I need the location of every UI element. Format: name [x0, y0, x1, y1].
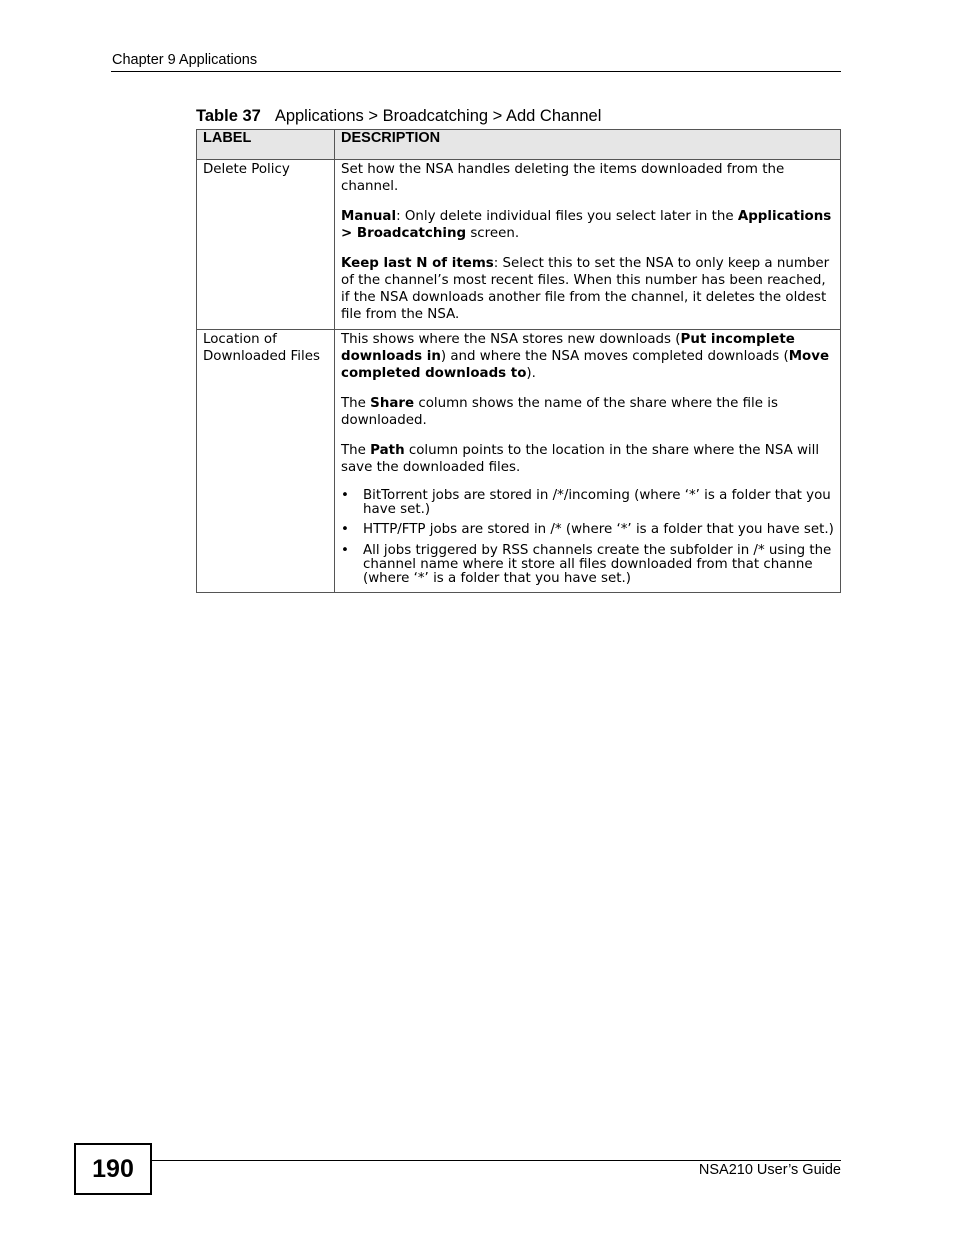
header-divider — [111, 71, 841, 72]
row-description — [335, 330, 841, 593]
table-caption — [196, 107, 601, 126]
text-run: The — [341, 443, 371, 458]
footer-divider — [152, 1160, 841, 1161]
list-item-text: BitTorrent jobs are stored in /*/incoming (where ‘*’ is a folder that you have set.) — [363, 488, 831, 518]
table-title: Applications > Broadcatching > Add Channel — [274, 107, 602, 125]
row-label: Delete Policy — [197, 160, 335, 330]
bold-term: Applications > Broadcatching — [341, 209, 832, 241]
table-number: Table 37 — [196, 107, 261, 125]
list-item — [341, 544, 834, 587]
description-paragraph — [341, 442, 834, 476]
table-row — [197, 330, 841, 593]
list-item-text: All jobs triggered by RSS channels create the subfolder in /* using the channel name where it store all files downloaded from that channe (where ‘*’ is a folder that you have set.) — [363, 542, 832, 587]
text-run: This shows where the NSA stores new downloads ( — [341, 332, 681, 347]
bullet-icon: • — [341, 542, 349, 558]
bullet-icon: • — [341, 488, 349, 503]
table-row — [197, 160, 841, 330]
list-item-text: HTTP/FTP jobs are stored in /* (where ‘*’ is a folder that you have set.) — [363, 522, 834, 538]
description-paragraph: Set how the NSA handles deleting the items downloaded from the channel. — [341, 162, 785, 194]
bold-term: Keep last N of items — [341, 256, 494, 271]
bold-term: Move completed downloads to — [341, 349, 830, 381]
list-item — [341, 523, 834, 537]
applications-table — [196, 129, 841, 593]
bullet-list — [341, 489, 834, 586]
text-run: : Only delete individual files you select later in the — [396, 209, 738, 224]
description-paragraph — [341, 395, 834, 429]
bullet-icon: • — [341, 522, 349, 538]
text-run: screen. — [466, 226, 520, 241]
text-run: ). — [526, 366, 536, 381]
table-header-row — [197, 130, 841, 160]
text-run: column shows the name of the share where the file is downloaded. — [341, 396, 778, 428]
text-run: : Select this to set the NSA to only keep a number of the channel’s most recent files. When this number has been reached, if the NSA downloads another file from the channel, it deletes the oldest file from the NSA. — [341, 256, 830, 322]
page-number: 190 — [74, 1143, 152, 1195]
guide-title: NSA210 User’s Guide — [698, 1162, 841, 1178]
column-header-description: DESCRIPTION — [335, 130, 841, 160]
row-description — [335, 160, 841, 330]
bold-term: Put incomplete downloads in — [341, 332, 795, 364]
description-paragraph — [341, 255, 834, 323]
row-label: Location of Downloaded Files — [197, 330, 335, 593]
description-paragraph — [341, 331, 834, 382]
text-run: column points to the location in the share where the NSA will save the downloaded files. — [341, 443, 820, 475]
bold-term: Path — [370, 443, 405, 458]
bold-term: Share — [370, 396, 415, 411]
text-run: The — [341, 396, 371, 411]
description-paragraph — [341, 208, 834, 242]
column-header-label: LABEL — [197, 130, 335, 160]
text-run: ) and where the NSA moves completed downloads ( — [440, 349, 789, 364]
chapter-header: Chapter 9 Applications — [112, 52, 258, 68]
bold-term: Manual — [341, 209, 397, 224]
list-item — [341, 489, 834, 517]
